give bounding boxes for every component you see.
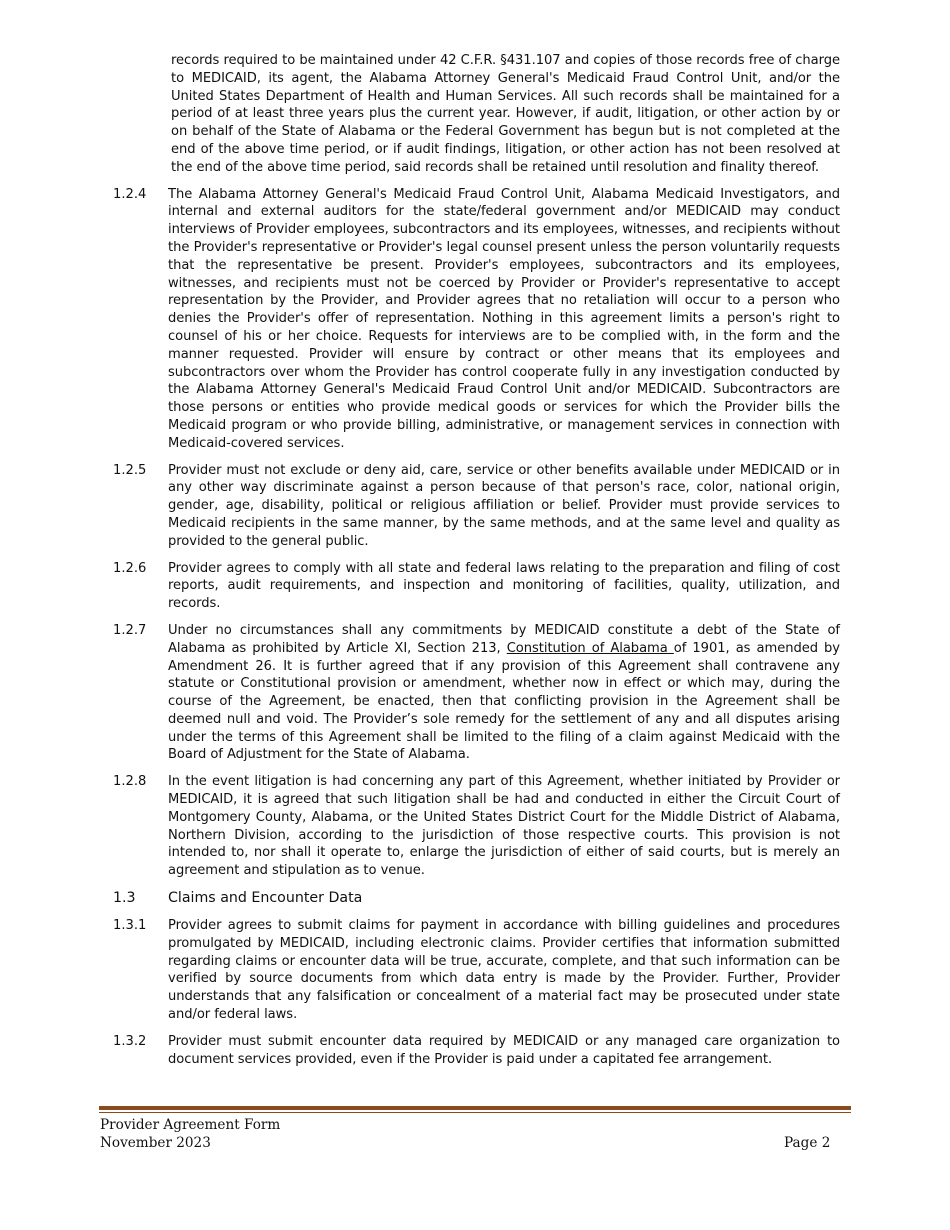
section-number: 1.2.7: [113, 622, 147, 638]
heading-number: 1.3: [113, 890, 136, 907]
section-1-3-2: [110, 1033, 840, 1069]
section-text: Provider must not exclude or deny aid, care, service or other benefits available under MEDICAID or in any other way discriminate against a person because of that person's race, color, national origin, gender, age, disability, political or religious affiliation or belief. Provider must provide services to Medicaid recipients in the same manner, by the same methods, and at the same level and quality as provided to the general public.: [168, 462, 840, 549]
section-number: 1.3.1: [113, 918, 147, 934]
section-1-2-7: [110, 622, 840, 764]
section-1-2-5: [110, 462, 840, 551]
section-text: Provider agrees to submit claims for payment in accordance with billing guidelines and procedures promulgated by MEDICAID, including electronic claims. Provider certifies that information submitted regarding claims or encounter data will be true, accurate, complete, and that such information can be verified by source documents from which data entry is made by the Provider. Further, Provider understands that any falsification or concealment of a material fact may be prosecuted under state and/or federal laws.: [168, 918, 840, 1023]
section-number: 1.2.6: [113, 560, 147, 576]
section-text: [168, 622, 840, 764]
section-1-3-1: [110, 917, 840, 1024]
footer-date: November 2023: [100, 1135, 211, 1151]
section-number: 1.2.4: [113, 186, 147, 202]
heading-title: Claims and Encounter Data: [168, 890, 363, 907]
section-1-2-8: [110, 773, 840, 880]
section-text-after: of 1901, as amended by Amendment 26. It is further agreed that if any provision of this Agreement shall contravene any statute or Constitutional provision or amendment, whether now in effect or which may, during the course of the Agreement, be enacted, then that conflicting provision in the Agreement shall be deemed null and void. The Provider’s sole remedy for the settlement of any and all disputes arising under the terms of this Agreement shall be limited to the filing of a claim against Medicaid with the Board of Adjustment for the State of Alabama.: [168, 640, 841, 763]
footer-rule-thick: [99, 1106, 851, 1110]
section-1-2-6: [110, 560, 840, 613]
footer-rule-thin: [99, 1112, 851, 1113]
section-text: The Alabama Attorney General's Medicaid Fraud Control Unit, Alabama Medicaid Investigators, and internal and external auditors for the state/federal government and/or MEDICAID may conduct interviews of Provider employees, subcontractors and its employees, witnesses, and recipients without the Provider's representative or Provider's legal counsel present unless the person voluntarily requests that the representative be present. Provider's employees, subcontractors and its employees, witnesses, and recipients must not be coerced by Provider or Provider's representative to accept representation by the Provider, and Provider agrees that no retaliation will occur to a person who denies the Provider's offer of representation. Nothing in this agreement limits a person's right to counsel of his or her choice. Requests for interviews are to be complied with, in the form and the manner requested. Provider will ensure by contract or other means that its employees and subcontractors over whom the Provider has control cooperate fully in any investigation conducted by the Alabama Attorney General's Medicaid Fraud Control Unit and/or MEDICAID. Subcontractors are those persons or entities who provide medical goods or services for which the Provider bills the Medicaid program or who provide billing, administrative, or management services in connection with Medicaid-covered services.: [168, 186, 840, 451]
constitution-citation: Constitution of Alabama: [506, 640, 674, 656]
section-number: 1.2.8: [113, 774, 147, 790]
footer-left: [100, 1116, 280, 1152]
lead-paragraph: records required to be maintained under 42 C.F.R. §431.107 and copies of those records free of charge to MEDICAID, its agent, the Alabama Attorney General's Medicaid Fraud Control Unit, and/or the United States Department of Health and Human Services. All such records shall be maintained for a period of at least three years plus the current year. However, if audit, litigation, or other action by or on behalf of the State of Alabama or the Federal Government has begun but is not completed at the end of the above time period, or if audit findings, litigation, or other action has not been resolved at the end of the above time period, said records shall be retained until resolution and finality thereof.: [171, 53, 840, 175]
footer-form-name: Provider Agreement Form: [100, 1117, 281, 1133]
section-number: 1.3.2: [113, 1033, 147, 1049]
footer-page-number: Page 2: [784, 1135, 831, 1151]
section-text: Provider must submit encounter data required by MEDICAID or any managed care organization to document services provided, even if the Provider is paid under a capitated fee arrangement.: [168, 1033, 840, 1067]
section-text: In the event litigation is had concerning any part of this Agreement, whether initiated by Provider or MEDICAID, it is agreed that such litigation shall be had and conducted in either the Circuit Court of Montgomery County, Alabama, or the United States District Court for the Middle District of Alabama, Northern Division, according to the jurisdiction of those respective courts. This provision is not intended to, nor shall it operate to, enlarge the jurisdiction of either of said courts, but is merely an agreement and stipulation as to venue.: [168, 774, 840, 879]
section-heading-1-3: [110, 889, 840, 908]
document-body: [110, 52, 840, 1077]
section-1-2-4: [110, 186, 840, 453]
section-number: 1.2.5: [113, 462, 147, 478]
section-text-before: Under no circumstances shall any commitments by MEDICAID constitute a debt of the State of Alabama as prohibited by Article XI, Section 213,: [168, 622, 840, 656]
section-text: Provider agrees to comply with all state and federal laws relating to the preparation and filing of cost reports, audit requirements, and inspection and monitoring of facilities, quality, utilization, and records.: [168, 560, 840, 612]
